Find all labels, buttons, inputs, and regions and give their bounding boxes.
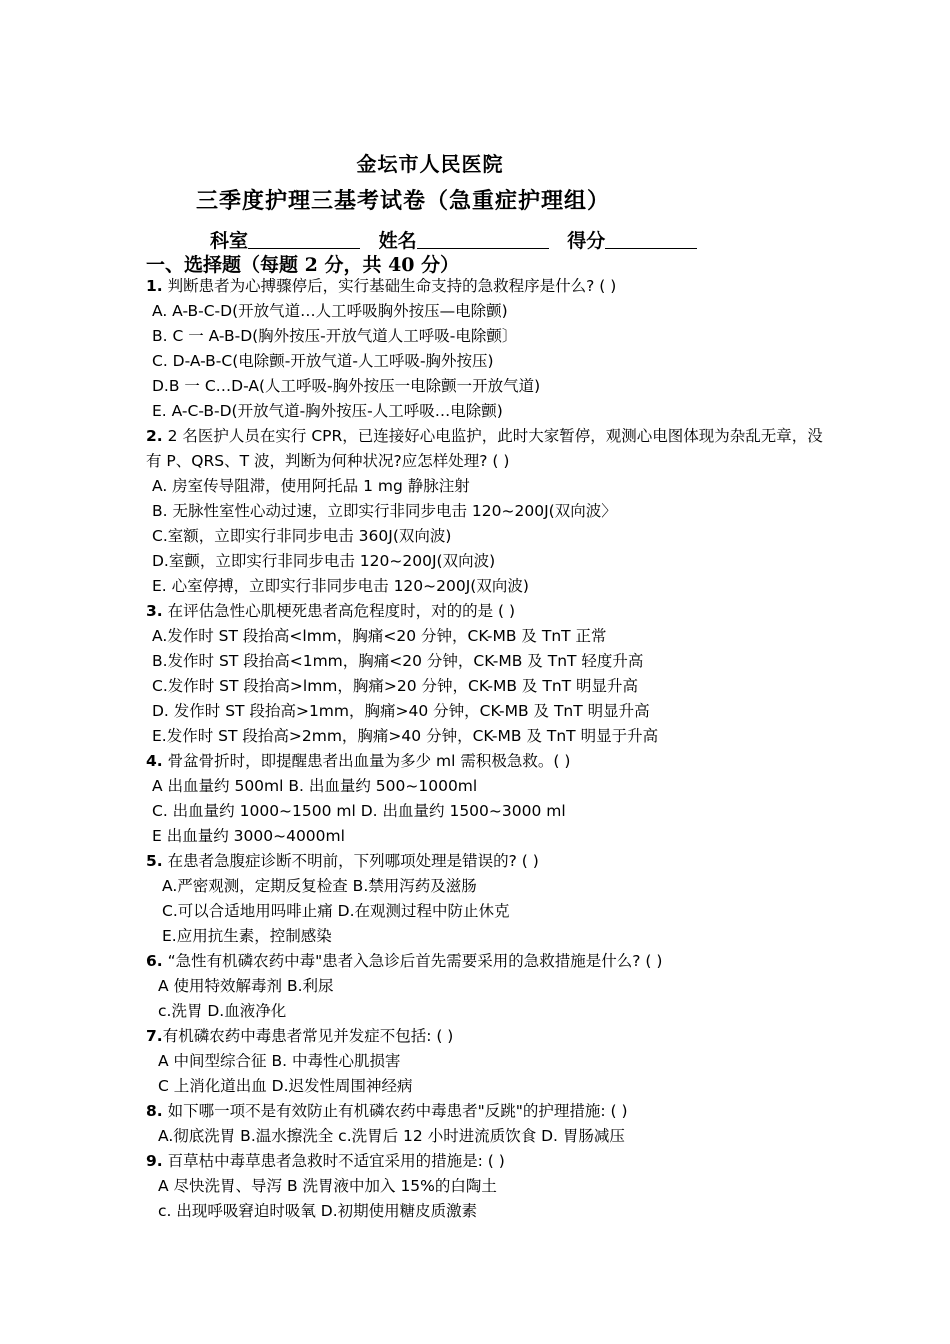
exam-title: 三季度护理三基考试卷（急重症护理组） [196,188,611,214]
option: B. C 一 A-B-D(胸外按压-开放气道人工呼吸-电除颤〕 [152,327,518,345]
option: c.洗胃 D.血液净化 [158,1002,287,1020]
question-9 [146,1149,826,1174]
question-1 [146,274,826,299]
question-2 [146,424,826,474]
name-label: 姓名 [378,230,417,252]
option: A 出血量约 500ml B. 出血量约 500~1000ml [152,777,478,795]
option: A 使用特效解毒剂 B.利尿 [158,977,334,995]
question-number: 7. [146,1027,163,1045]
question-number: 3. [146,602,163,620]
question-5 [146,849,826,874]
question-number: 2. [146,427,163,445]
option: B. 无脉性室性心动过速，立即实行非同步电击 120~200J(双向波〉 [152,502,617,520]
option: c. 出现呼吸窘迫时吸氧 D.初期使用糖皮质激素 [158,1202,478,1220]
score-label: 得分 [567,230,606,252]
question-7 [146,1024,826,1049]
dept-field[interactable] [248,230,360,249]
question-number: 6. [146,952,163,970]
question-list [146,274,826,1224]
question-text: 如下哪一项不是有效防止有机磷农药中毒患者"反跳"的护理措施: ( ) [162,1102,628,1120]
option: A.发作时 ST 段抬高<lmm，胸痛<20 分钟，CK-MB 及 TnT 正常 [152,627,607,645]
option: A.彻底洗胃 B.温水擦洗全 c.洗胃后 12 小时进流质饮食 D. 胃肠减压 [158,1127,625,1145]
question-8 [146,1099,826,1124]
option: C.室额，立即实行非同步电击 360J(双向波) [152,527,452,545]
option: C. 出血量约 1000~1500 ml D. 出血量约 1500~3000 ml [152,802,566,820]
option: B.发作时 ST 段抬高<1mm，胸痛<20 分钟，CK-MB 及 TnT 轻度升高 [152,652,644,670]
hospital-name: 金坛市人民医院 [356,152,504,176]
question-4 [146,749,826,774]
option: E.发作时 ST 段抬高>2mm，胸痛>40 分钟，CK-MB 及 TnT 明显于升高 [152,727,659,745]
option: D.室颤，立即实行非同步电击 120~200J(双向波) [152,552,496,570]
question-text: “急性有机磷农药中毒"患者入急诊后首先需要采用的急救措施是什么? ( ) [162,952,663,970]
question-text: 在评估急性心肌梗死患者高危程度时，对的的是 ( ) [162,602,516,620]
option: A 尽快洗胃、导泻 B 洗胃液中加入 15%的白陶土 [158,1177,497,1195]
option: C.发作时 ST 段抬高>lmm，胸痛>20 分钟，CK-MB 及 TnT 明显升高 [152,677,639,695]
option: E 出血量约 3000~4000ml [152,827,345,845]
question-text: 2 名医护人员在实行 CPR，已连接好心电监护，此时大家暂停，观测心电图体现为杂乱无章，没有 P、QRS、T 波，判断为何种状况?应怎样处理? ( ) [146,427,823,470]
option: A.严密观测，定期反复检查 B.禁用泻药及滋肠 [162,877,477,895]
option: E. A-C-B-D(开放气道-胸外按压-人工呼吸…电除颤) [152,402,503,420]
question-number: 5. [146,852,163,870]
option: A. A-B-C-D(开放气道…人工呼吸胸外按压—电除颤) [152,302,508,320]
option: D. 发作时 ST 段抬高>1mm，胸痛>40 分钟，CK-MB 及 TnT 明显升高 [152,702,650,720]
option: A. 房室传导阻滞，使用阿托品 1 mg 静脉注射 [152,477,470,495]
option: E. 心室停搏，立即实行非同步电击 120~200J(双向波) [152,577,529,595]
info-fields [210,226,697,253]
question-number: 9. [146,1152,163,1170]
option: C. D-A-B-C(电除颤-开放气道-人工呼吸-胸外按压) [152,352,494,370]
option: A 中间型综合征 B. 中毒性心肌损害 [158,1052,401,1070]
question-6 [146,949,826,974]
question-number: 1. [146,277,163,295]
question-text: 骨盆骨折时，即提醒患者出血量为多少 ml 需积极急救。( ) [162,752,571,770]
dept-label: 科室 [210,230,249,252]
question-number: 4. [146,752,163,770]
name-field[interactable] [417,230,549,249]
score-field[interactable] [605,230,697,249]
question-3 [146,599,826,624]
question-text: 判断患者为心搏骤停后，实行基础生命支持的急救程序是什么? ( ) [162,277,617,295]
option: C.可以合适地用吗啡止痛 D.在观测过程中防止休克 [162,902,510,920]
option: E.应用抗生素，控制感染 [162,927,332,945]
question-text: 百草枯中毒草患者急救时不适宜采用的措施是: ( ) [162,1152,505,1170]
question-number: 8. [146,1102,163,1120]
question-text: 在患者急腹症诊断不明前，下列哪项处理是错误的? ( ) [162,852,539,870]
question-text: 有机磷农药中毒患者常见并发症不包括: ( ) [162,1027,454,1045]
option: D.B 一 C…D-A(人工呼吸-胸外按压一电除颤一开放气道) [152,377,541,395]
section-title: 一、选择题（每题 2 分，共 40 分） [146,254,460,276]
option: C 上消化道出血 D.迟发性周围神经病 [158,1077,413,1095]
